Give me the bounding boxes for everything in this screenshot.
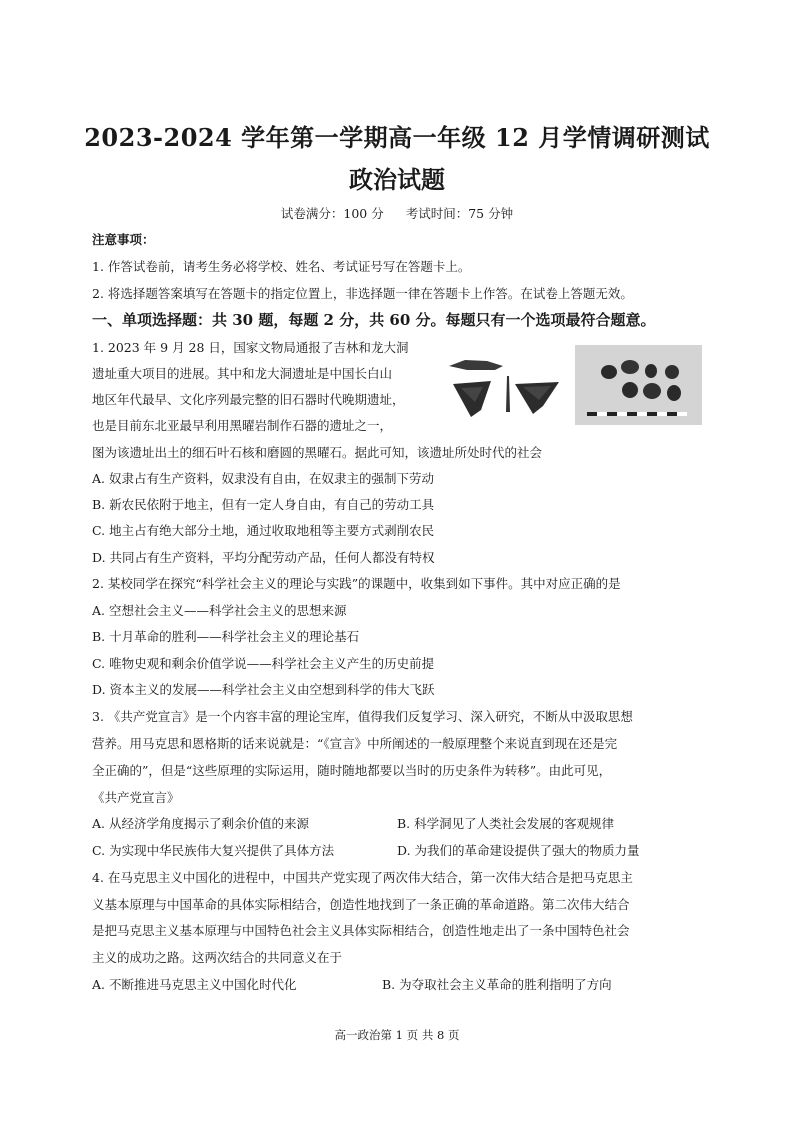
question-3-option-d: D. 为我们的革命建设提供了强大的物质力量	[397, 843, 640, 858]
notice-heading: 注意事项：	[92, 232, 155, 247]
question-3-option-c: C. 为实现中华民族伟大复兴提供了具体方法	[92, 843, 335, 858]
question-4-stem: 4. 在马克思主义中国化的进程中，中国共产党实现了两次伟大结合，第一次伟大结合是把马克思主	[92, 870, 633, 885]
question-1-stem: 遗址重大项目的进展。其中和龙大洞遗址是中国长白山	[92, 366, 393, 381]
exam-meta	[0, 204, 794, 222]
exam-title: 2023-2024 学年第一学期高一年级 12 月学情调研测试	[84, 123, 710, 152]
question-3-option-b: B. 科学洞见了人类社会发展的客观规律	[397, 816, 615, 831]
question-4-stem: 义基本原理与中国革命的具体实际相结合，创造性地找到了一条正确的革命道路。第二次伟大结合	[92, 897, 630, 912]
obsidian-pebbles-image	[575, 345, 702, 425]
question-3-options-row-2	[92, 843, 702, 859]
question-4-stem: 主义的成功之路。这两次结合的共同意义在于	[92, 950, 343, 965]
subject-title: 政治试题	[349, 165, 445, 194]
question-2-option-b: B. 十月革命的胜利——科学社会主义的理论基石	[92, 629, 360, 644]
question-3-stem: 《共产党宣言》	[92, 790, 180, 805]
question-4-option-a: A. 不断推进马克思主义中国化时代化	[92, 977, 297, 992]
question-1-option-b: B. 新农民依附于地主，但有一定人身自由，有自己的劳动工具	[92, 497, 435, 512]
question-4-option-b: B. 为夺取社会主义革命的胜利指明了方向	[382, 977, 612, 992]
question-3-stem: 3. 《共产党宣言》是一个内容丰富的理论宝库，值得我们反复学习、深入研究，不断从中汲取思想	[92, 709, 633, 724]
question-3-option-a: A. 从经济学角度揭示了剩余价值的来源	[92, 816, 309, 831]
question-1-stem: 也是目前东北亚最早利用黑曜岩制作石器的遗址之一，	[92, 418, 393, 433]
question-1-option-a: A. 奴隶占有生产资料，奴隶没有自由，在奴隶主的强制下劳动	[92, 471, 434, 486]
exam-time: 考试时间：75 分钟	[405, 206, 514, 221]
question-4-options-row-1	[92, 977, 702, 993]
question-3-stem: 全正确的”，但是“这些原理的实际运用，随时随地都要以当时的历史条件为转移”。由此可见，	[92, 763, 612, 778]
question-1-option-d: D. 共同占有生产资料，平均分配劳动产品，任何人都没有特权	[92, 550, 435, 565]
notice-item: 2. 将选择题答案填写在答题卡的指定位置上，非选择题一律在答题卡上作答。在试卷上答题无效。	[92, 286, 633, 301]
page-footer: 高一政治第 1 页 共 8 页	[334, 1028, 460, 1042]
question-2-stem: 2. 某校同学在探究“科学社会主义的理论与实践”的课题中，收集到如下事件。其中对应正确的是	[92, 576, 621, 591]
section-heading: 一、单项选择题：共 30 题，每题 2 分，共 60 分。每题只有一个选项最符合题意。	[92, 311, 656, 329]
question-3-options-row-1	[92, 816, 702, 832]
question-1-stem: 1. 2023 年 9 月 28 日，国家文物局通报了吉林和龙大洞	[92, 340, 409, 355]
notice-item: 1. 作答试卷前，请考生务必将学校、姓名、考试证号写在答题卡上。	[92, 259, 471, 274]
question-2-option-d: D. 资本主义的发展——科学社会主义由空想到科学的伟大飞跃	[92, 682, 435, 697]
question-1-option-c: C. 地主占有绝大部分土地，通过收取地租等主要方式剥削农民	[92, 523, 435, 538]
question-2-option-a: A. 空想社会主义——科学社会主义的思想来源	[92, 603, 347, 618]
question-1-stem: 图为该遗址出土的细石叶石核和磨圆的黑曜石。据此可知，该遗址所处时代的社会	[92, 445, 543, 460]
question-1-stem: 地区年代最早、文化序列最完整的旧石器时代晚期遗址，	[92, 392, 405, 407]
stone-tools-image	[447, 354, 565, 422]
question-3-stem: 营养。用马克思和恩格斯的话来说就是：“《宣言》中所阐述的一般原理整个来说直到现在还是完	[92, 736, 618, 751]
full-score: 试卷满分：100 分	[280, 206, 384, 221]
question-4-stem: 是把马克思主义基本原理与中国特色社会主义具体实际相结合，创造性地走出了一条中国特色社会	[92, 923, 630, 938]
question-2-option-c: C. 唯物史观和剩余价值学说——科学社会主义产生的历史前提	[92, 656, 435, 671]
